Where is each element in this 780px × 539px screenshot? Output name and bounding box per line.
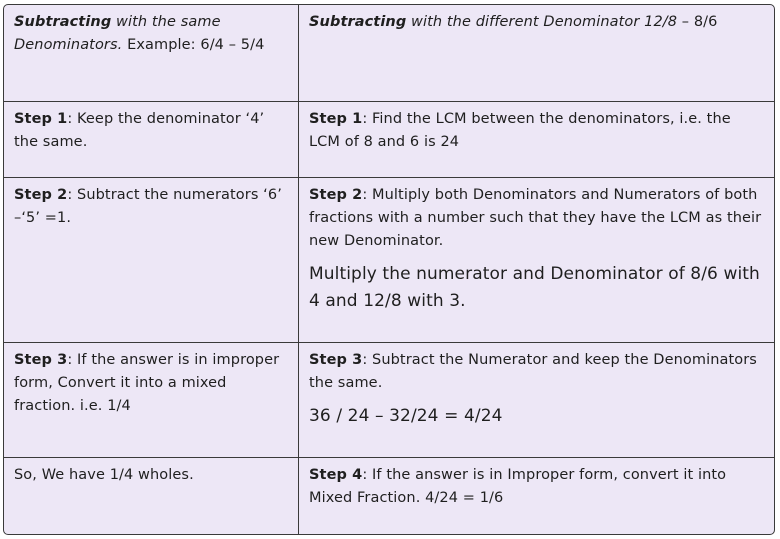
header-left-italic: with the same Denominators. xyxy=(14,14,221,53)
right-step-3-cell xyxy=(299,342,775,457)
left-step-3-cell xyxy=(4,342,299,457)
step-text: : Keep the denominator ‘4’ the same. xyxy=(14,110,265,150)
header-right-bold: Subtracting xyxy=(309,14,407,30)
multiply-instruction: Multiply the numerator and Denominator of 8/6 with 4 and 12/8 with 3. xyxy=(309,263,760,311)
subtraction-equation: 36 / 24 – 32/24 = 4/24 xyxy=(309,405,503,426)
step-label: Step 1 xyxy=(14,110,68,127)
step-text: : Subtract the numerators ‘6’ –‘5’ =1. xyxy=(14,186,282,226)
step-text: : Multiply both Denominators and Numerators of both fractions with a number such that they have the LCM as their new Denominator. xyxy=(309,186,762,249)
step-text: : Subtract the Numerator and keep the Denominators the same. xyxy=(309,351,757,391)
right-step-2-cell xyxy=(299,177,775,342)
right-step-4-cell xyxy=(299,457,775,534)
step-label: Step 1 xyxy=(309,110,363,127)
step-label: Step 4 xyxy=(309,466,363,483)
step-label: Step 3 xyxy=(309,351,363,368)
step-1-row xyxy=(4,101,774,177)
fraction-subtraction-table xyxy=(3,4,775,535)
left-result-cell xyxy=(4,457,299,534)
right-step-1-cell xyxy=(299,101,775,177)
step-3-row xyxy=(4,342,774,457)
step-label: Step 2 xyxy=(309,186,363,203)
left-step-2-cell xyxy=(4,177,299,342)
comparison-table xyxy=(4,5,774,534)
header-right-italic: with the different Denominator 12/8 xyxy=(406,14,678,30)
header-left-example: Example: 6/4 – 5/4 xyxy=(122,37,265,53)
step-2-row xyxy=(4,177,774,342)
step-label: Step 3 xyxy=(14,351,68,368)
header-left-bold: Subtracting xyxy=(14,14,112,30)
header-right-example: – 8/6 xyxy=(677,14,718,30)
header-row xyxy=(4,5,774,101)
step-text: : If the answer is in Improper form, convert it into Mixed Fraction. 4/24 = 1/6 xyxy=(309,466,727,506)
final-row xyxy=(4,457,774,534)
header-cell-different-denominators xyxy=(299,5,775,101)
header-cell-same-denominators xyxy=(4,5,299,101)
left-step-1-cell xyxy=(4,101,299,177)
step-label: Step 2 xyxy=(14,186,68,203)
step-text: : Find the LCM between the denominators, i.e. the LCM of 8 and 6 is 24 xyxy=(309,110,731,150)
step-text: : If the answer is in improper form, Convert it into a mixed fraction. i.e. 1/4 xyxy=(14,351,280,414)
result-text: So, We have 1/4 wholes. xyxy=(14,466,194,483)
